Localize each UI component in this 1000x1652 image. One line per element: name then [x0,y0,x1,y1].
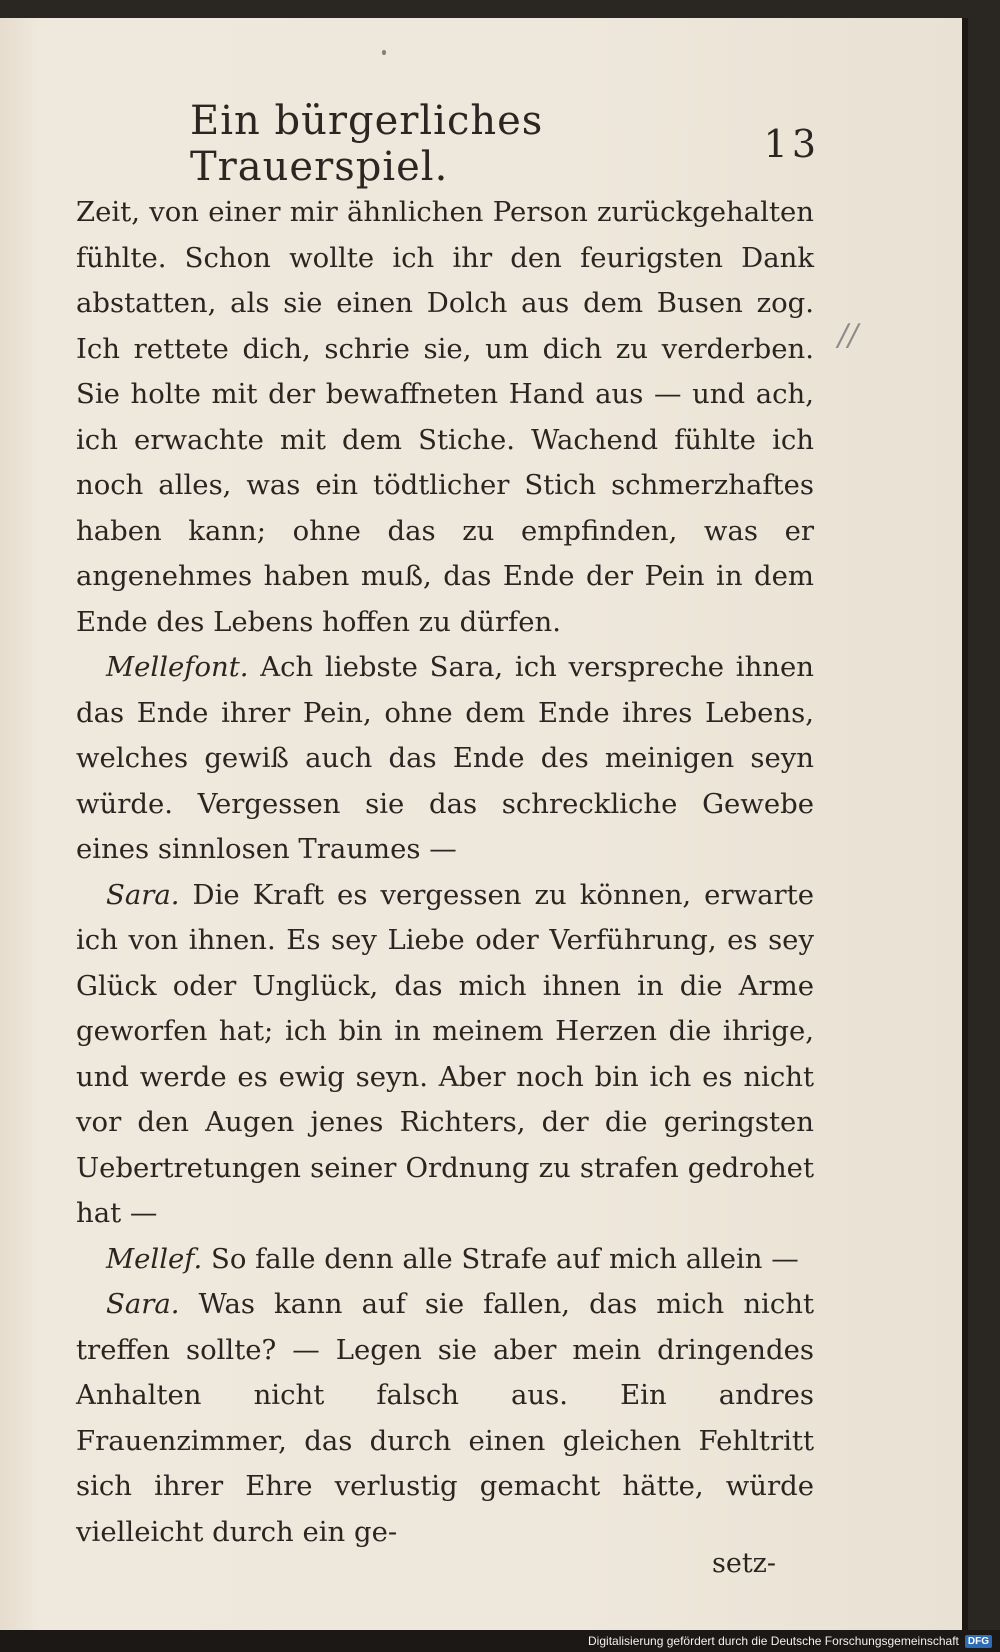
dialogue-text: Was kann auf sie fallen, das mich nicht treffen sollte? — Legen sie aber mein dringendes Anhalten nicht falsch aus. Ein andres Frauenzimmer, das durch einen gleichen Fehltritt sich ihrer Ehre verlustig gemacht hätte, würde vielleicht durch ein ge- [76,1288,814,1548]
paragraph-4 [76,1237,814,1283]
paragraph-2 [76,645,814,873]
running-title: Ein bürgerliches Trauerspiel. [190,98,544,190]
paragraph-5 [76,1282,814,1555]
page-body-text [76,190,814,1555]
page-number: 13 [763,122,820,166]
margin-annotation: // [838,318,859,353]
speaker-name: Sara. [106,878,180,911]
page-header [190,98,820,190]
dialogue-text: Ach liebste Sara, ich verspreche ihnen das Ende ihrer Pein, ohne dem Ende ihres Lebens, welches gewiß auch das Ende des meinigen seyn würde. Vergessen sie das schreckliche Gewebe eines sinnlosen Traumes — [76,651,814,865]
digitization-credit-bar [0,1630,1000,1652]
dialogue-text: Die Kraft es vergessen zu können, erwarte ich von ihnen. Es sey Liebe oder Verführung, es sey Glück oder Unglück, das mich ihnen in die Arme geworfen hat; ich bin in meinem Herzen die ihrige, und werde es ewig seyn. Aber noch bin ich es nicht vor den Augen jenes Richters, der die geringsten Uebertretungen seiner Ordnung zu strafen gedrohet hat — [76,878,814,1229]
paragraph-3 [76,873,814,1237]
credit-text: Digitalisierung gefördert durch die Deutsche Forschungsgemeinschaft [588,1634,959,1648]
dialogue-text: So falle denn alle Strafe auf mich allein — [202,1242,799,1275]
speaker-name: Mellefont. [106,651,249,683]
page-speck [382,50,386,55]
speaker-name: Mellef. [106,1242,203,1275]
speaker-name: Sara. [106,1288,180,1320]
catchword: setz- [712,1548,777,1579]
paragraph-1: Zeit, von einer mir ähnlichen Person zurückgehalten fühlte. Schon wollte ich ihr den feurigsten Dank abstatten, als sie einen Dolch aus dem Busen zog. Ich rettete dich, schrie sie, um dich zu verderben. Sie holte mit der bewaffneten Hand aus — und ach, ich erwachte mit dem Stiche. Wachend fühlte ich noch alles, was ein tödtlicher Stich schmerzhaftes haben kann; ohne das zu empfinden, was er angenehmes haben muß, das Ende der Pein in dem Ende des Lebens hoffen zu dürfen. [76,196,814,638]
dfg-logo-icon: DFG [965,1635,992,1648]
